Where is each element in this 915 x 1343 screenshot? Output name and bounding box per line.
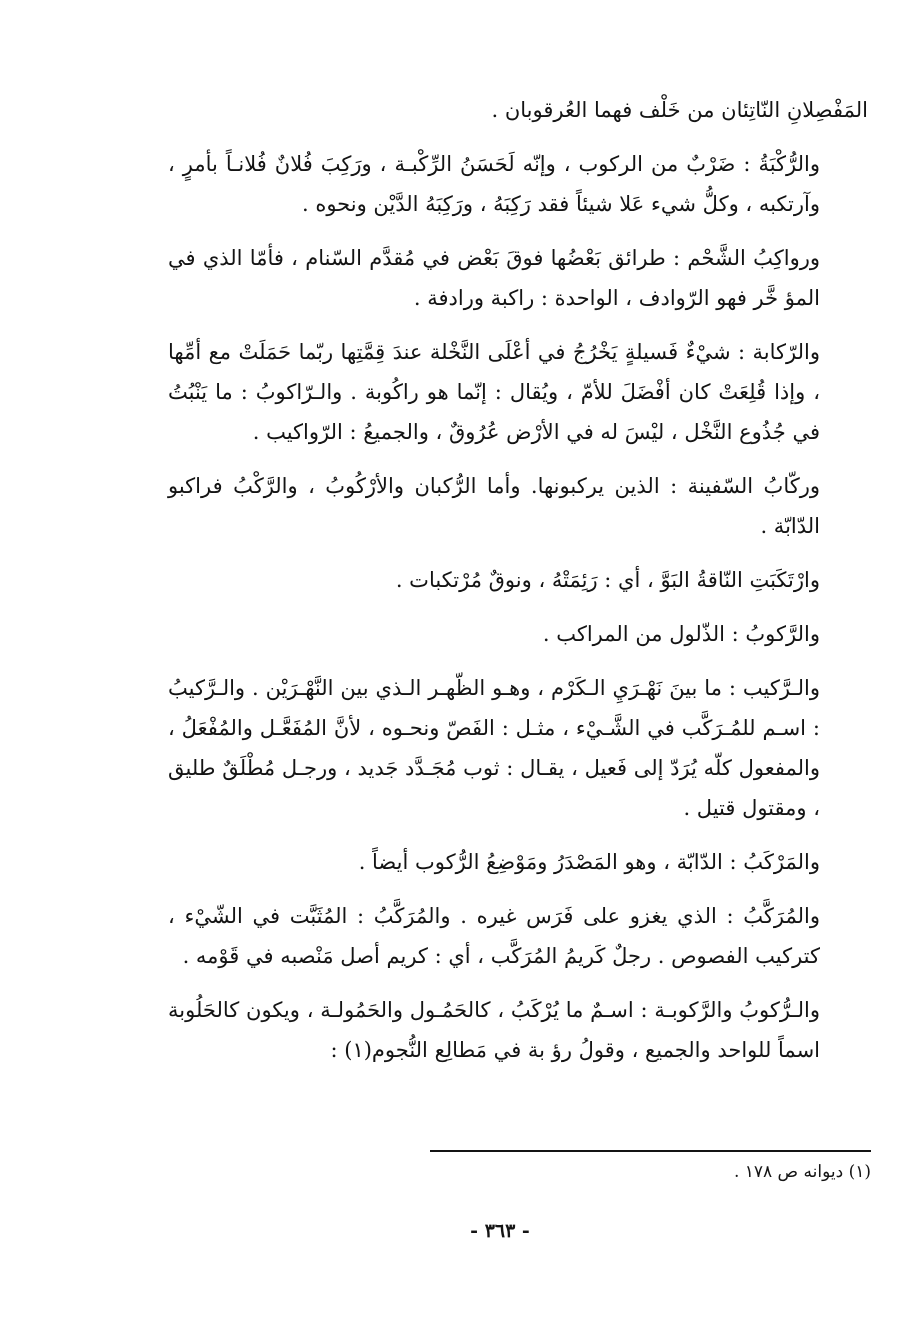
paragraph-9: والمَرْكَبُ : الدّابّة ، وهو المَصْدَرُ ومَوْضِعُ الرُّكوب أيضاً . [358, 850, 820, 874]
page-number-container [0, 1220, 915, 1242]
page-number: - ٣٦٣ - [470, 1220, 530, 1242]
paragraph-2: والرُّكْبَةُ : ضَرْبٌ من الركوب ، وإنّه لَحَسَنُ الرِّكْبـة ، ورَكِبَ فُلانٌ فُلانـاً بأمرٍ ، وآرتكبه ، وكلُّ شيء عَلا شيئاً فقد رَكِبَهُ ، ورَكِبَهُ الدَّيْن ونحوه . [168, 152, 820, 216]
footnote-divider [430, 1150, 871, 1152]
paragraph-4: والرّكابة : شيْءٌ فَسيلةٍ يَخْرُجُ في أعْلَى النَّخْلة عندَ قِمَّتِها ربّما حَمَلَتْ مع أمِّها ، وإذا قُلِعَتْ كان أفْضَلَ للأمّ ، ويُقال : إنّما هو راكُوبة . والـرّاكوبُ : ما يَنْبُتُ في جُذُوع النَّخْل ، ليْسَ له في الأرْض عُرُوقٌ ، والجميعُ : الرّواكيب . [168, 340, 821, 444]
paragraph-11: والـرُّكوبُ والرَّكوبـة : اسـمٌ ما يُرْكَبُ ، كالحَمُـول والحَمُولـة ، ويكون كالحَلُوبة اسماً للواحد والجميع ، وقولُ رؤ بة في مَطالِع النُّجوم(١) : [168, 998, 820, 1062]
paragraph-7: والرَّكوبُ : الذّلول من المراكب . [542, 622, 820, 646]
paragraph-10: والمُرَكَّبُ : الذي يغزو على فَرَس غيره . والمُرَكَّبُ : المُثَبَّت في الشّيْء ، كتركيب الفصوص . رجلٌ كَريمُ المُرَكَّب ، أي : كريم أصل مَنْصبه في قَوْمه . [168, 904, 820, 968]
footnote: (١) ديوانه ص ١٧٨ . [733, 1162, 871, 1182]
paragraph-8: والـرَّكيب : ما بينَ نَهْـرَيِ الـكَرْم ، وهـو الظّهـر الـذي بين النَّهْـرَيْن . والـرَّكيبُ : اسـم للمُـرَكَّب في الشَّـيْء ، مثـل : الفَصّ ونحـوه ، لأنَّ المُفَعَّـل والمُفْعَلُ ، والمفعول كلّه يُرَدّ إلى فَعيل ، يقـال : ثوب مُجَـدَّد جَديد ، ورجـل مُطْلَقٌ طليق ، ومقتول قتيل . [168, 676, 820, 820]
paragraph-1: المَفْصِلانِ النّاتِئان من خَلْف فهما العُرقوبان . [491, 98, 868, 122]
main-text [168, 90, 868, 1084]
paragraph-6: وارْتَكَبَتِ النّاقةُ البَوَّ ، أي : رَئِمَتْهُ ، ونوقٌ مُرْتكبات . [395, 568, 820, 592]
paragraph-5: وركّابُ السّفينة : الذين يركبونها. وأما الرُّكبان والأرْكُوبُ ، والرَّكْبُ فراكبو الدّابّة . [168, 474, 820, 538]
paragraph-3: ورواكِبُ الشَّحْم : طرائق بَعْضُها فوقَ بَعْض في مُقدَّم السّنام ، فأمّا الذي في المؤ خَّر فهو الرّوادف ، الواحدة : راكبة ورادفة . [168, 246, 820, 310]
